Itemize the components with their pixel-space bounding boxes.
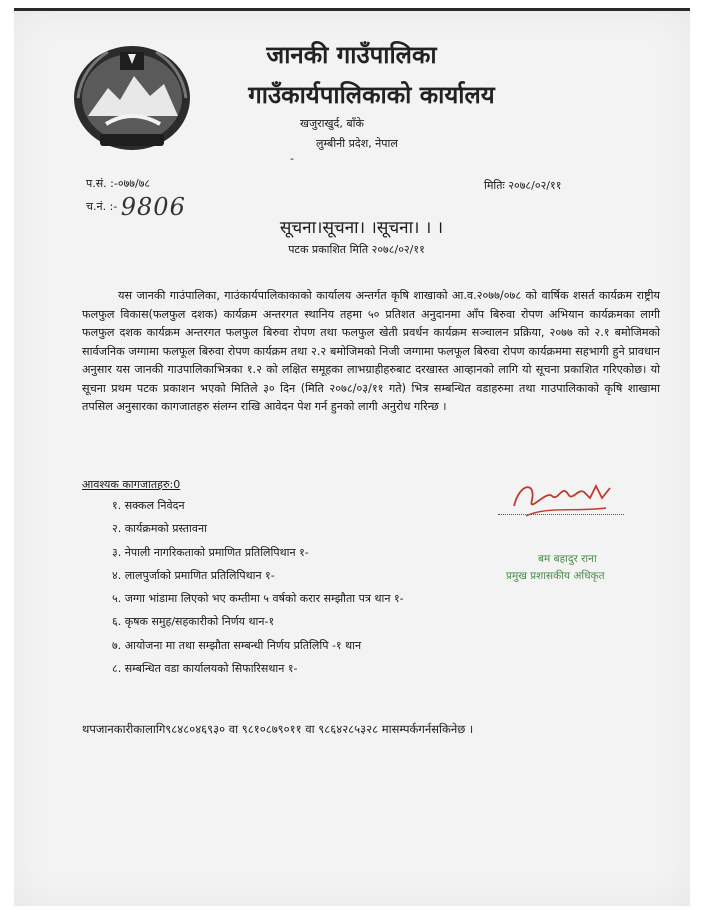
dispatch-handwritten-number: 9806: [120, 193, 186, 221]
notice-title: सूचना।सूचना। ।सूचना। । ।: [279, 218, 444, 238]
org-name: जानकी गाउँपालिका: [266, 41, 437, 69]
documents-list: [112, 494, 404, 680]
list-item: २. कार्यक्रमको प्रस्तावना: [112, 522, 207, 536]
signature-scribble: [506, 476, 616, 522]
published-date: पटक प्रकाशित मिति २०७८/०२/११: [288, 243, 425, 256]
list-item: ६. कृषक समुह/सहकारीको निर्णय थान-१: [112, 615, 275, 629]
list-item: ७. आयोजना मा तथा सम्झौता सम्बन्धी निर्णय प्रतिलिपि -१ थान: [112, 638, 362, 652]
signer-title: प्रमुख प्रशासकीय अधिकृत: [506, 570, 605, 582]
address-line-1: खजुराखुर्द, बाँके: [300, 117, 364, 130]
list-item: १. सक्कल निवेदन: [112, 499, 185, 512]
list-item: ४. लालपुर्जाको प्रमाणित प्रतिलिपिथान १-: [112, 568, 275, 582]
address-line-2: लुम्बीनी प्रदेश, नेपाल: [316, 137, 398, 150]
documents-heading: आवश्यक कागजातहरु:0: [82, 478, 181, 491]
office-name: गाउँकार्यपालिकाको कार्यालय: [248, 81, 495, 109]
list-item: ८. सम्बन्धित वडा कार्यालयको सिफारिसथान १-: [112, 662, 298, 676]
signature-line: [498, 514, 624, 515]
signer-name: बम बहादुर राना: [538, 553, 597, 565]
notice-body: यस जानकी गाउंपालिका, गाउंकार्यपालिकाकाको कार्यालय अन्तर्गत कृषि शाखाको आ.व.२०७७/०७८ को वार्षिक शसर्त कार्यक्रम राष्ट्रीय फलफुल विकास(फलफुल दशक) कार्यक्रम अन्तरगत स्थानिय तहमा ५० प्रतिशत अनुदानमा आँप बिरुवा रोपण अभियान कार्यक्रमका लागी फलफुल दशक कार्यक्रम अन्तरगत फलफुल बिरुवा रोपण तथा फलफुल खेती प्रवर्धन कार्यक्रम सञ्चालन प्रक्रिया, २०७७ को २.१ बमोजिमको सार्वजनिक जग्गामा फलफूल बिरुवा रोपण कार्यक्रम तथा २.२ बमोजिमको निजी जग्गामा फलफूल बिरुवा रोपण कार्यक्रममा सहभागी हुने प्रावधान अनुसार यस जानकी गाउपालिकाभित्रका १.२ को लक्षित समूहका लाभग्राहीहरुबाट दरखास्त आव्हानको लागि यो सूचना प्रकाशित गरिएकोछ। यो सूचना प्रथम पटक प्रकाशन भएको मितिले ३० दिन (मिति २०७८/०३/११ गते) भित्र सम्बन्धित वडाहरुमा तथा गाउपालिकाको कृषि शाखामा तपसिल अनुसारका कागजातहरु संलग्न राखि आवेदन पेश गर्न हुनको लागी अनुरोध गरिन्छ ।: [82, 289, 660, 413]
reference-number: प.सं. :-०७७/७८: [86, 177, 151, 190]
contact-info: थपजानकारीकालागि९८४८०४६९३० वा ९८१०८७९०११ वा ९८६४२८५३२८ मासम्पर्कगर्नसकिनेछ ।: [82, 722, 474, 736]
letter-date: मितिः २०७८/०२/११: [484, 179, 562, 192]
dispatch-label: च.नं. :-: [86, 200, 118, 213]
header-divider: -: [290, 152, 294, 165]
list-item: ५. जग्गा भांडामा लिएको भए कम्तीमा ५ वर्षको करार सम्झौता पत्र थान १-: [112, 592, 404, 606]
list-item: ३. नेपाली नागरिकताको प्रमाणित प्रतिलिपिथान १-: [112, 545, 309, 559]
